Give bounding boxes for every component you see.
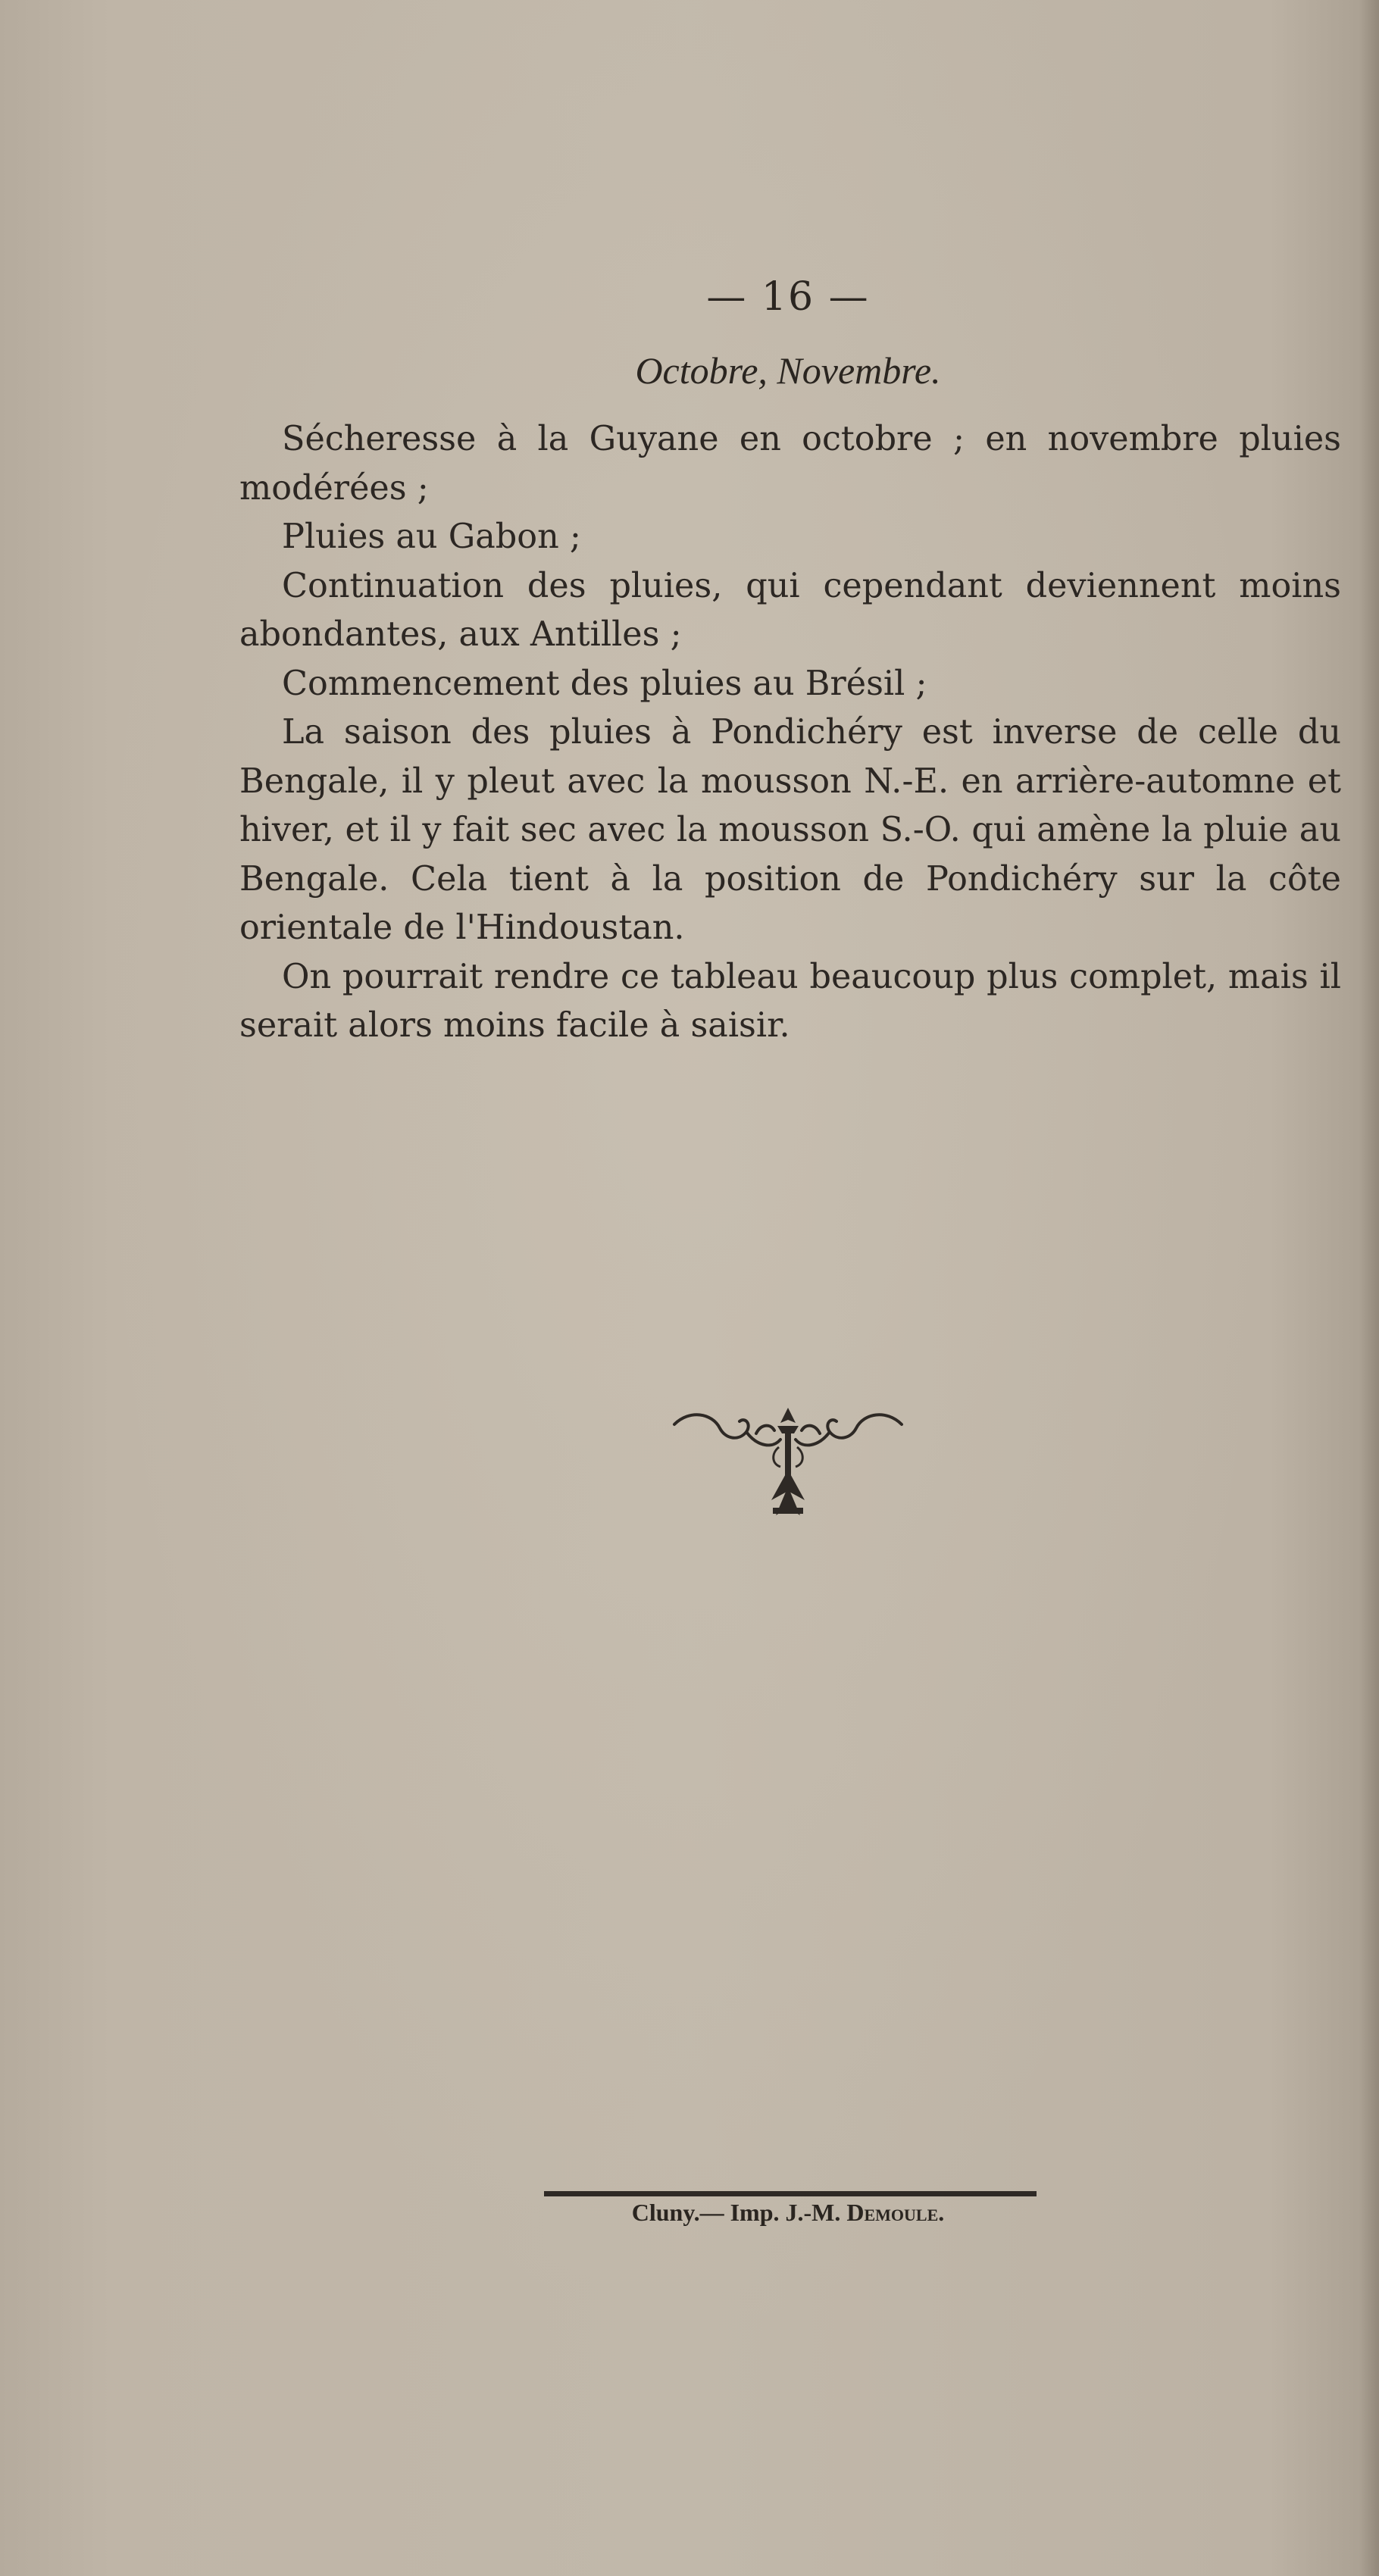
- imprint-printer: Demoule.: [846, 2199, 945, 2226]
- paragraph-pondichery: La saison des pluies à Pondichéry est inverse de celle du Bengale, il y pleut avec la mousson N.-E. en arrière-automne et hiver, et il y fait sec avec la mousson S.-O. qui amène la pluie au Bengale. Cela tient à la position de Pondichéry sur la côte orientale de l'Hindoustan.: [239, 713, 1341, 947]
- paragraph-bresil: Commencement des pluies au Brésil ;: [282, 664, 927, 703]
- body-text: [239, 415, 1341, 1051]
- section-title: Octobre, Novembre.: [635, 349, 941, 392]
- printer-imprint: [0, 2199, 1379, 2227]
- footer-rule: [544, 2191, 1037, 2196]
- paragraph-antilles: Continuation des pluies, qui cependant deviennent moins abondantes, aux Antilles ;: [239, 566, 1341, 654]
- page-number: — 16 —: [706, 274, 870, 320]
- paragraph-guyane: Sécheresse à la Guyane en octobre ; en novembre pluies modérées ;: [239, 420, 1341, 508]
- paragraph-gabon: Pluies au Gabon ;: [282, 517, 581, 556]
- paragraph-conclusion: On pourrait rendre ce tableau beaucoup plus complet, mais il serait alors moins facile à saisir.: [239, 957, 1341, 1045]
- imprint-prefix: Cluny.— Imp. J.-M.: [631, 2199, 847, 2226]
- ornament-icon: [667, 1394, 909, 1530]
